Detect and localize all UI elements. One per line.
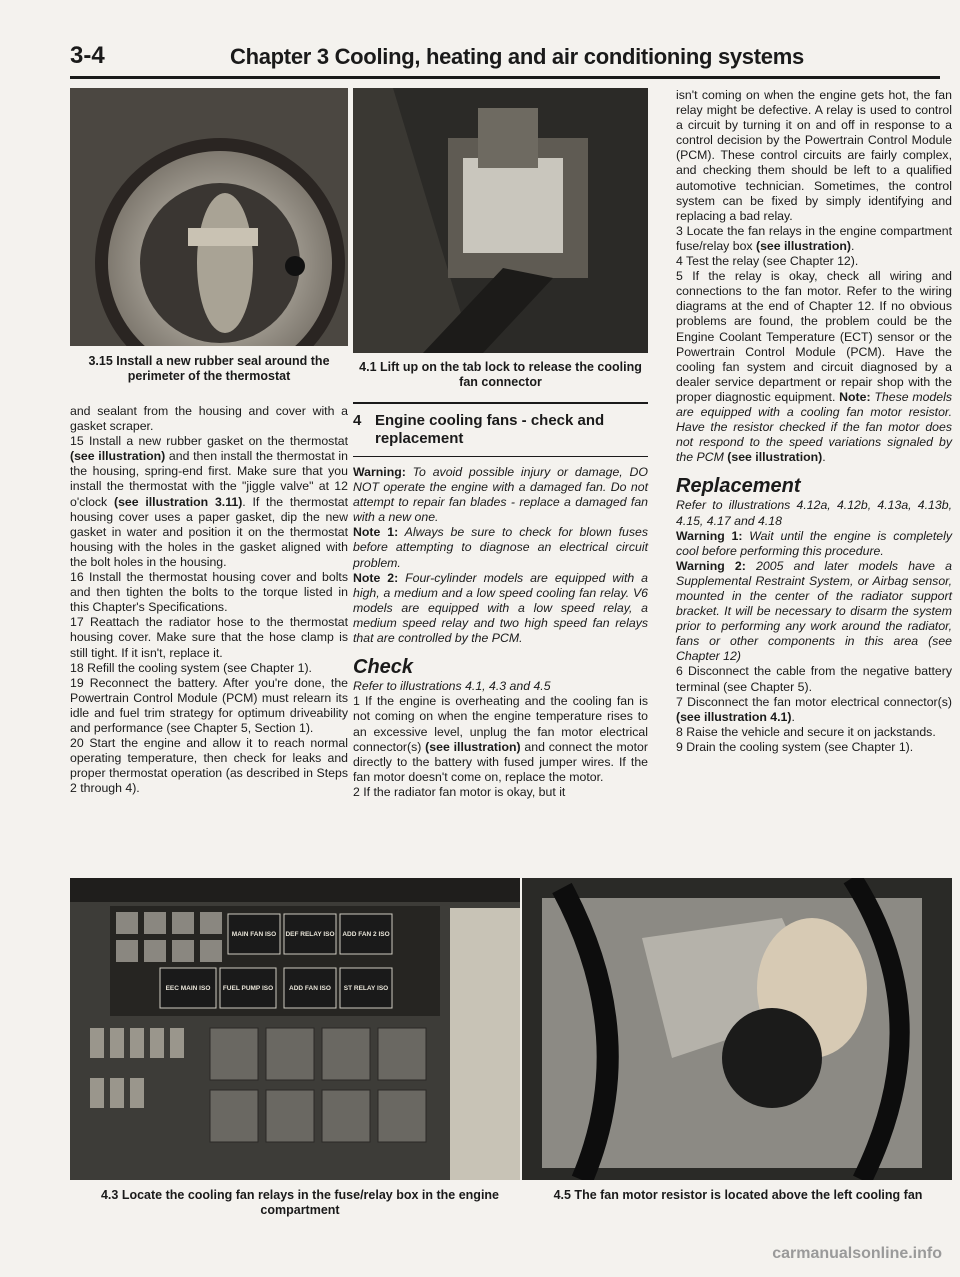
label-add-fan-2: ADD FAN 2 ISO: [342, 931, 390, 938]
thermostat-photo: [70, 88, 348, 346]
label-main-fan: MAIN FAN ISO: [231, 931, 277, 938]
replacement-refer: Refer to illustrations 4.12a, 4.12b, 4.13a, 4.13b, 4.15, 4.17 and 4.18: [676, 498, 952, 528]
page-number: 3-4: [70, 42, 105, 69]
column-2-text: [353, 402, 648, 800]
warning-2: Warning 2: 2005 and later models have a Supplemental Restraint System, or Airbag sensor, mounted in the center of the radiator support bracket. It will be necessary to disarm the system prior to performing any work around the radiator, fans or other components in this area (see Chapter 12): [676, 558, 952, 664]
paragraph-9: 9 Drain the cooling system (see Chapter 1).: [676, 739, 914, 754]
illustration-ref: (see illustration): [425, 739, 521, 754]
check-refer: Refer to illustrations 4.1, 4.3 and 4.5: [353, 679, 551, 694]
paragraph-15: 15 Install a new rubber gasket on the thermostat (see illustration) and then install the thermostat in the housing, spring-end first. Make sure that you install the thermostat with the "jiggle valve" at 12 o'clock (see illustration 3.11). If the thermostat housing cover uses a paper gasket, dip the new gasket in water and position it on the thermostat housing with the holes in the gasket aligned with the bolt holes in the housing.: [70, 434, 348, 569]
paragraph-6: 6 Disconnect the cable from the negative battery terminal (see Chapter 5).: [676, 664, 952, 694]
paragraph-16: 16 Install the thermostat housing cover and bolts and then tighten the bolts to the torque listed in this Chapter's Specifications.: [70, 570, 348, 615]
replacement-heading: Replacement: [676, 475, 801, 498]
label-st-relay: ST RELAY ISO: [343, 985, 389, 992]
section-rule-top: [353, 402, 648, 404]
section-title: Engine cooling fans - check and replacement: [375, 411, 605, 447]
check-paragraph-2: 2 If the radiator fan motor is okay, but it: [353, 784, 566, 799]
section-4-heading: [353, 412, 648, 448]
check-paragraph-1: 1 If the engine is overheating and the cooling fan is not coming on when the engine temperature rises to an excessive level, unplug the fan motor electrical connector(s) (see illustration) and connect the motor directly to the battery with fused jumper wires. If the fan motor doesn't come on, replace the motor.: [353, 694, 648, 784]
illustration-ref: (see illustration): [70, 449, 166, 464]
warning-1: Warning 1: Wait until the engine is completely cool before performing this procedure.: [676, 528, 953, 558]
paragraph-17: 17 Reattach the radiator hose to the thermostat housing cover. Make sure that the hose clamp is still tight. If it isn't, replace it.: [70, 615, 348, 660]
illustration-ref: (see illustration 3.11): [113, 494, 243, 509]
warning-note: Warning: To avoid possible injury or damage, DO NOT operate the engine with a damaged fan. Do not attempt to repair fan blades - replace a damaged fan with a new one.: [353, 465, 648, 525]
illustration-ref: (see illustration 4.1): [676, 709, 792, 724]
figure-4-5-caption: 4.5 The fan motor resistor is located above the left cooling fan: [553, 1188, 923, 1202]
paragraph-4: 4 Test the relay (see Chapter 12).: [676, 254, 859, 269]
fan-resistor-photo: [522, 878, 952, 1180]
paragraph-5: 5 If the relay is okay, check all wiring and connections to the fan motor. Refer to the wiring diagrams at the end of Chapter 12. If no obvious problems are found, the problem could be the Engine Coolant Temperature (ECT) sensor or the Powertrain Control Module (PCM). Have the cooling fan system and circuit diagnosed by a dealer service department or repair shop with the proper diagnostic equipment. Note: These models are equipped with a cooling fan motor resistor. Have the resistor checked if the fan motor does not respond to the speed variations signaled by the PCM (see illustration).: [676, 269, 952, 465]
illustration-ref: (see illustration): [727, 450, 823, 465]
column-3-text: [676, 88, 952, 755]
section-number: 4: [353, 411, 362, 429]
check-heading: Check: [353, 656, 414, 679]
header-rule: [70, 76, 940, 79]
paragraph-relay: isn't coming on when the engine gets hot, the fan relay might be defective. A relay is used to control a circuit by turning it on and off in response to a control decision by the Powertrain Control Module (PCM). These control circuits are fairly complex, and checking them should be left to a qualified automotive technician. Sometimes, the control system can be fixed by simply identifying and replacing a bad relay.: [676, 88, 952, 223]
paragraph-20: 20 Start the engine and allow it to reach normal operating temperature, then check for leaks and proper thermostat operation (as described in Steps 2 through 4).: [70, 736, 348, 796]
label-fuel-pump: FUEL PUMP ISO: [222, 985, 274, 992]
note-2: Note 2: Four-cylinder models are equipped with a high, a medium and a low speed cooling fan relay. V6 models are equipped with a low speed relay, a medium speed relay and two high speed fan relays that are controlled by the PCM.: [353, 570, 648, 646]
fan-connector-photo: [353, 88, 648, 353]
figure-4-1-caption: 4.1 Lift up on the tab lock to release the cooling fan connector: [359, 360, 642, 389]
label-def-relay: DEF RELAY ISO: [285, 931, 335, 938]
column-1-text: [70, 404, 348, 796]
figure-4-3-caption: 4.3 Locate the cooling fan relays in the fuse/relay box in the engine compartment: [100, 1188, 500, 1217]
figure-3-15-caption: 3.15 Install a new rubber seal around the perimeter of the thermostat: [88, 354, 330, 383]
paragraph-7: 7 Disconnect the fan motor electrical connector(s) (see illustration 4.1).: [676, 694, 952, 724]
section-rule-bottom: [353, 456, 648, 458]
paragraph-18: 18 Refill the cooling system (see Chapter 1).: [70, 660, 312, 675]
paragraph-3: 3 Locate the fan relays in the engine compartment fuse/relay box (see illustration).: [676, 223, 952, 253]
label-add-fan: ADD FAN ISO: [289, 985, 331, 992]
fuse-relay-box-photo: [70, 878, 520, 1180]
label-eec-main: EEC MAIN ISO: [165, 985, 211, 992]
illustration-ref: (see illustration): [755, 238, 851, 253]
chapter-title: Chapter 3 Cooling, heating and air conditioning systems: [230, 44, 804, 69]
paragraph-8: 8 Raise the vehicle and secure it on jackstands.: [676, 724, 936, 739]
paragraph-19: 19 Reconnect the battery. After you're done, the Powertrain Control Module (PCM) must relearn its idle and fuel trim strategy for optimum driveability and performance (see Chapter 5, Section 1).: [70, 675, 348, 735]
watermark: carmanualsonline.info: [772, 1245, 942, 1262]
note-1: Note 1: Always be sure to check for blown fuses before attempting to diagnose an electrical circuit problem.: [353, 525, 648, 570]
paragraph-14-end: and sealant from the housing and cover with a gasket scraper.: [70, 404, 348, 434]
